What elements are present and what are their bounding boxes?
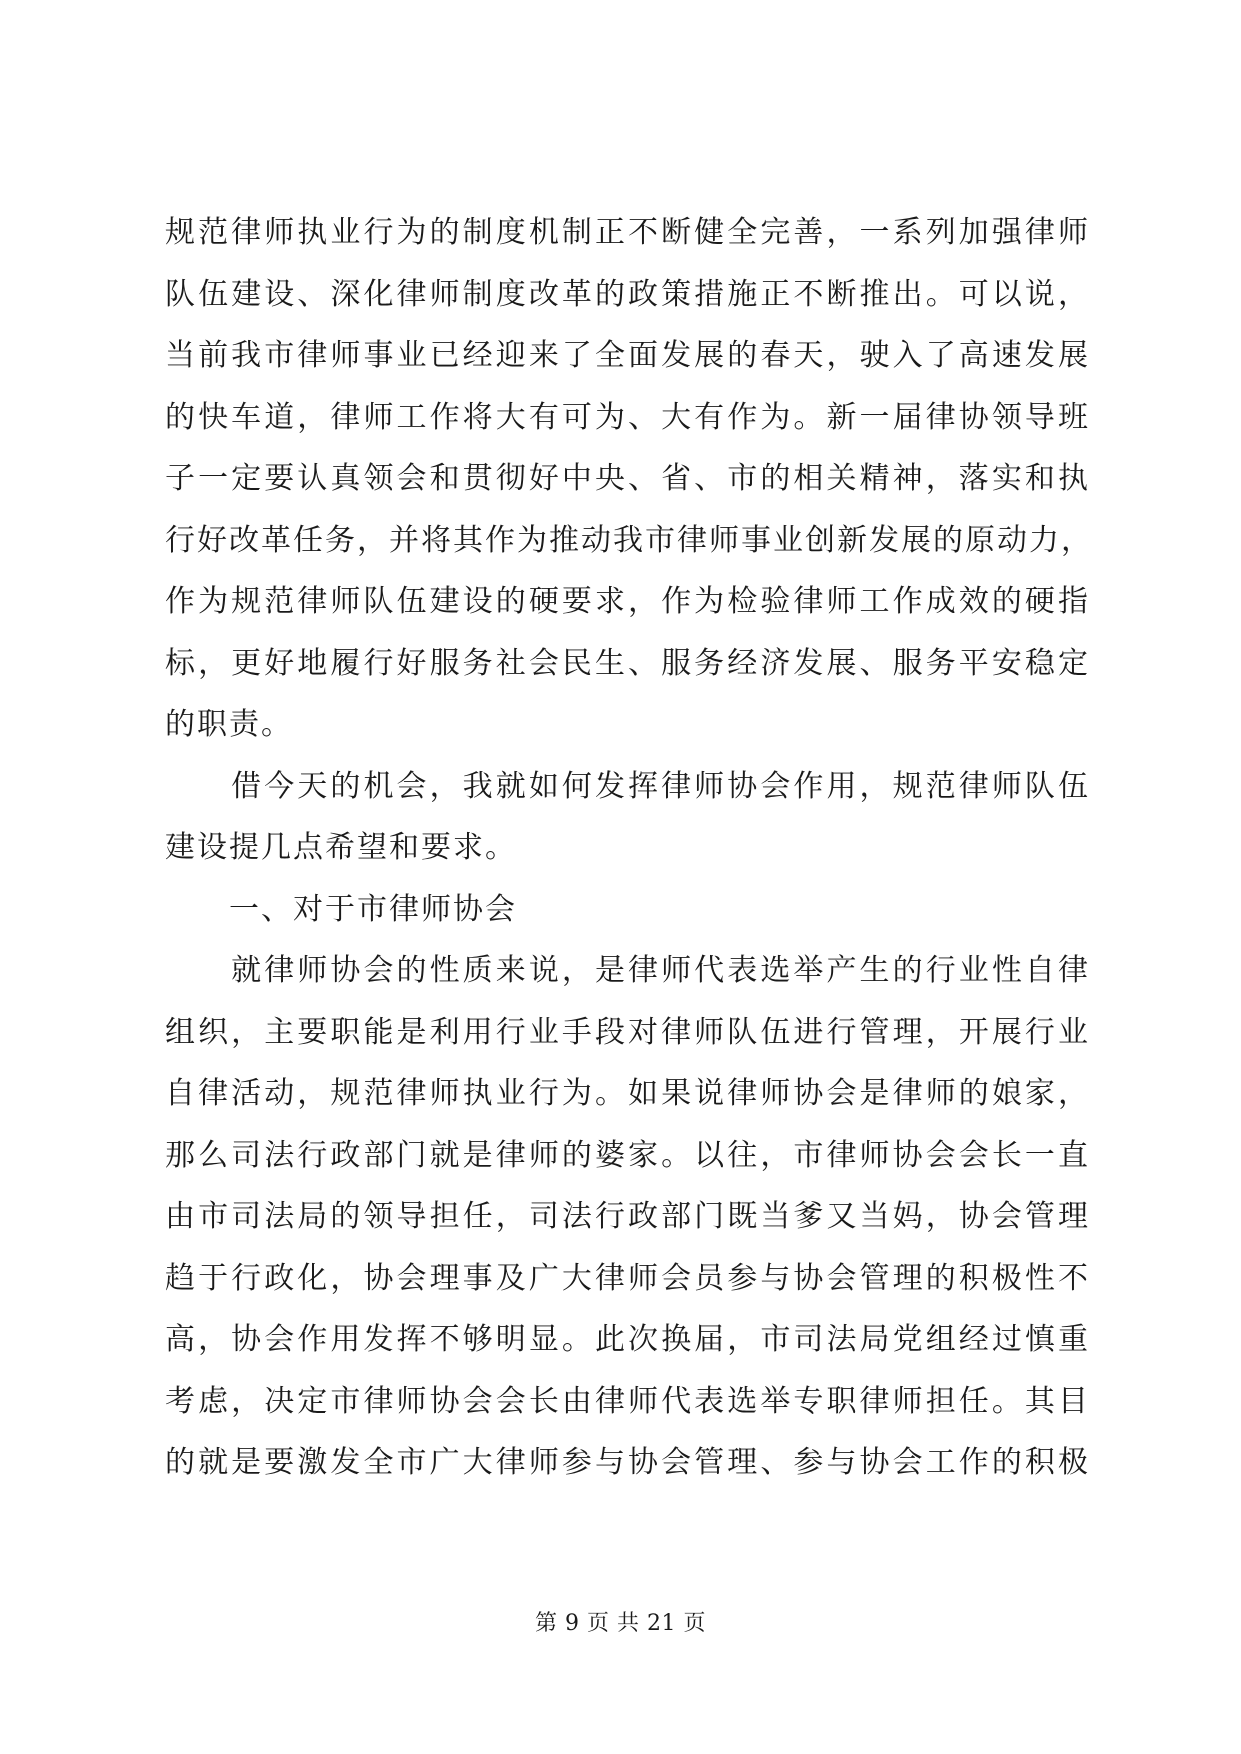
text-line: 建设提几点希望和要求。 — [165, 830, 517, 865]
text-line: 子一定要认真领会和贯彻好中央、省、市的相关精神，落实和执 — [165, 461, 1090, 496]
text-line: 作为规范律师队伍建设的硬要求，作为检验律师工作成效的硬指 — [165, 584, 1090, 619]
page-number-label: 第 9 页 共 21 页 — [535, 1611, 706, 1636]
text-line: 那么司法行政部门就是律师的婆家。以往，市律师协会会长一直 — [165, 1137, 1090, 1173]
page-footer — [0, 1606, 1241, 1637]
text-line: 当前我市律师事业已经迎来了全面发展的春天，驶入了高速发展 — [165, 338, 1090, 373]
text-line: 的职责。 — [165, 707, 293, 742]
text-line: 高，协会作用发挥不够明显。此次换届，市司法局党组经过慎重 — [165, 1322, 1090, 1357]
text-line: 组织，主要职能是利用行业手段对律师队伍进行管理，开展行业 — [165, 1014, 1090, 1050]
text-line: 由市司法局的领导担任，司法行政部门既当爹又当妈，协会管理 — [165, 1199, 1090, 1234]
text-line: 的就是要激发全市广大律师参与协会管理、参与协会工作的积极 — [165, 1445, 1090, 1480]
text-line: 规范律师执业行为的制度机制正不断健全完善，一系列加强律师 — [165, 215, 1090, 250]
text-line: 队伍建设、深化律师制度改革的政策措施正不断推出。可以说， — [165, 276, 1090, 312]
text-line: 借今天的机会，我就如何发挥律师协会作用，规范律师队伍 — [165, 768, 1090, 804]
text-line: 自律活动，规范律师执业行为。如果说律师协会是律师的娘家， — [165, 1076, 1090, 1111]
text-line: 就律师协会的性质来说，是律师代表选举产生的行业性自律 — [165, 953, 1090, 988]
section-heading: 一、对于市律师协会 — [165, 891, 517, 927]
text-line: 行好改革任务，并将其作为推动我市律师事业创新发展的原动力， — [165, 522, 1093, 558]
text-line: 趋于行政化，协会理事及广大律师会员参与协会管理的积极性不 — [165, 1260, 1090, 1296]
body-text — [165, 202, 1093, 1494]
text-line: 考虑，决定市律师协会会长由律师代表选举专职律师担任。其目 — [165, 1383, 1090, 1419]
text-line: 的快车道，律师工作将大有可为、大有作为。新一届律协领导班 — [165, 399, 1090, 435]
text-line: 标，更好地履行好服务社会民生、服务经济发展、服务平安稳定 — [165, 645, 1090, 681]
